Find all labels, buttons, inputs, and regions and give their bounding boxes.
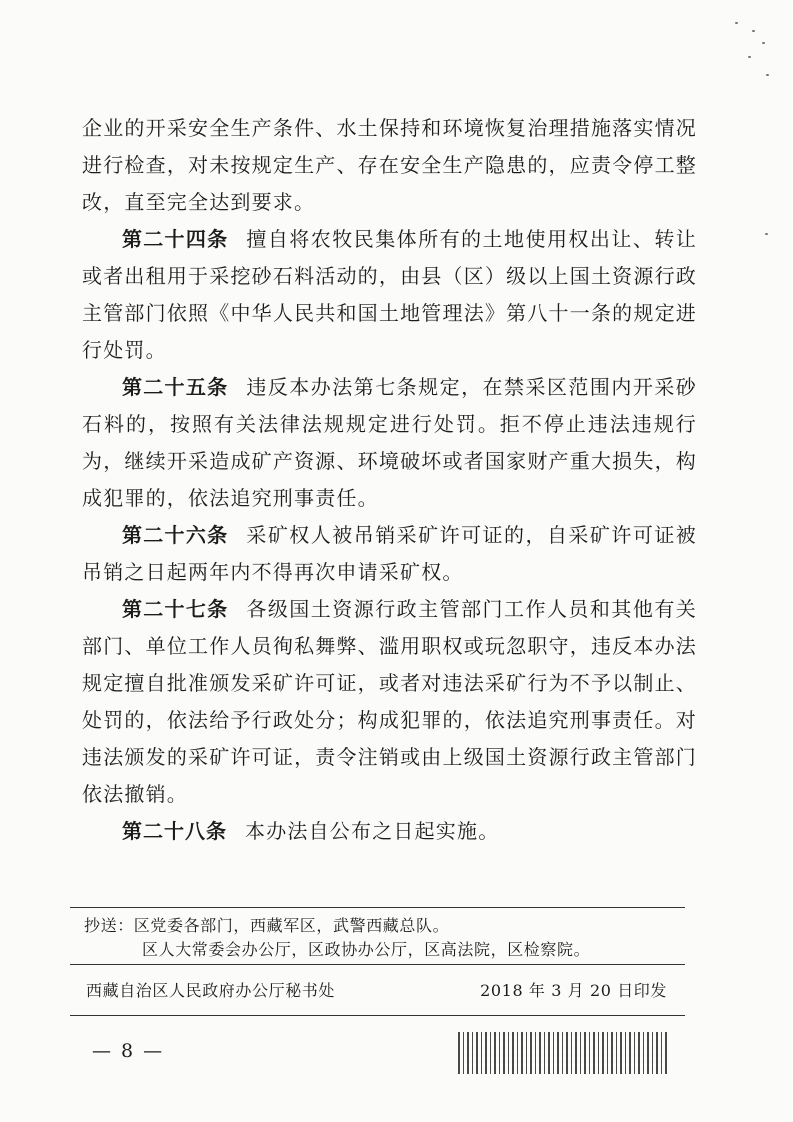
article-text: 各级国土资源行政主管部门工作人员和其他有关部门、单位工作人员徇私舞弊、滥用职权或玩忽职守，违反本办法规定擅自批准颁发采矿许可证，或者对违法采矿行为不予以制止、处罚的，依法给予行政处分；构成犯罪的，依法追究刑事责任。对违法颁发的采矿许可证，责令注销或由上级国土资源行政主管部门依法撤销。 [82,597,697,806]
cc-line-2: 区人大常委会办公厅，区政协办公厅，区高法院，区检察院。 [142,940,591,959]
issuer-row [70,964,685,1016]
scan-speck [752,30,755,32]
article-heading: 第二十八条 [122,819,227,843]
cc-distribution-block [70,907,685,972]
regulation-body [82,110,697,850]
scan-speck [748,56,751,58]
scan-speck [762,42,765,44]
scan-speck [735,22,738,24]
article-25 [82,369,697,517]
scan-speck [765,233,768,235]
article-24 [82,221,697,369]
issuing-office: 西藏自治区人民政府办公厅秘书处 [86,981,336,1000]
article-text: 违反本办法第七条规定，在禁采区范围内开采砂石料的，按照有关法律法规规定进行处罚。拒不停止违法违规行为，继续开采造成矿产资源、环境破坏或者国家财产重大损失，构成犯罪的，依法追究刑事责任。 [82,375,697,510]
article-heading: 第二十六条 [122,523,229,547]
print-date: 2018 年 3 月 20 日印发 [480,981,667,1000]
cc-line-1: 抄送：区党委各部门，西藏军区，武警西藏总队。 [84,916,450,935]
article-text: 本办法自公布之日起实施。 [245,819,500,843]
article-heading: 第二十五条 [122,375,229,399]
article-text: 采矿权人被吊销采矿许可证的，自采矿许可证被吊销之日起两年内不得再次申请采矿权。 [82,523,697,584]
scan-speck [766,74,769,76]
article-26 [82,517,697,591]
article-27 [82,591,697,813]
page-number: — 8 — [92,1040,165,1062]
article-heading: 第二十七条 [122,597,229,621]
barcode-image [458,1032,668,1074]
article-heading: 第二十四条 [122,227,229,251]
paragraph-continuation [82,110,697,221]
article-text: 擅自将农牧民集体所有的土地使用权出让、转让或者出租用于采挖砂石料活动的，由县（区）级以上国土资源行政主管部门依照《中华人民共和国土地管理法》第八十一条的规定进行处罚。 [82,227,697,362]
article-28 [82,813,697,850]
paragraph-text: 企业的开采安全生产条件、水土保持和环境恢复治理措施落实情况进行检查，对未按规定生产、存在安全生产隐患的，应责令停工整改，直至完全达到要求。 [82,116,697,214]
